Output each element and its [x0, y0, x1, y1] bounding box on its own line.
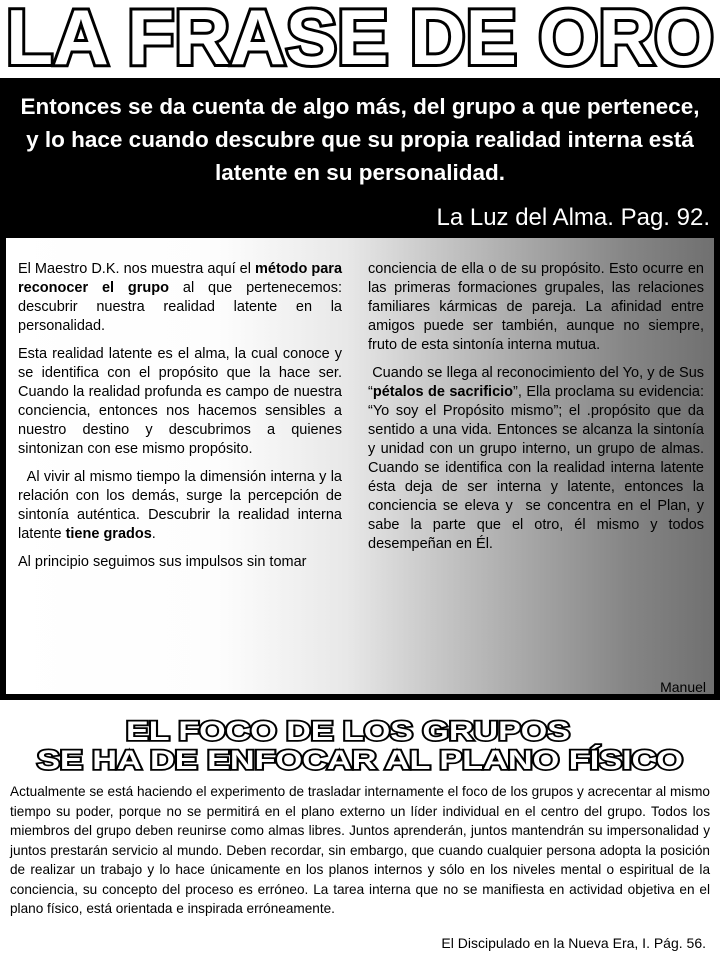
page-title: [0, 2, 720, 72]
commentary-paragraph: [18, 468, 347, 544]
body-paragraph: Actualmente se está haciendo el experimento de trasladar internamente el foco de los grupos y acrecentar al mismo tiempo su poder, porque no se permitirá en el plano externo un líder individual en el centro del grupo. Todos los miembros del grupo deben reunirse como almas libres. Juntos aprenderán, juntos mantendrán su impersonalidad y juntos prestarán servicio al mundo. Deben recordar, sin embargo, que cuando cualquier persona adopta la posición de realizar un trabajo y lo hace únicamente en los planos internos y sólo en los niveles mental o espiritual de la conciencia, su concepto del proceso es erróneo. La tarea interna que no se manifiesta en actividad objetiva en el plano físico, está orientada e inspirada erróneamente.: [10, 784, 710, 916]
quote-source: La Luz del Alma. Pag. 92.: [436, 204, 710, 231]
section-heading: [0, 714, 720, 774]
page-title-text: LA FRASE DE ORO: [6, 2, 714, 72]
commentary-left-column: [18, 260, 347, 581]
footer-citation: El Discipulado en la Nueva Era, I. Pág. 56.: [441, 935, 706, 951]
commentary-text: Al vivir al mismo tiempo la dimensión interna y la relación con los demás, surge la percepción de sintonía auténtica. Descubrir la realidad interna latente: [18, 469, 347, 542]
commentary-paragraph: Al principio seguimos sus impulsos sin tomar: [18, 554, 307, 570]
commentary-text: al que pertenecemos: descubrir nuestra realidad latente en la personalidad.: [18, 280, 342, 334]
commentary-paragraph: conciencia de ella o de su propósito. Esto ocurre en las primeras formaciones grupales, las relaciones familiares kármicas de pareja. La afinidad entre amigos puede ser también, aunque no siempre, fruto de esta sintonía interna mutua.: [368, 261, 704, 353]
commentary-text: ”, Ella proclama su evidencia: “Yo soy el Propósito mismo”; el .propósito que da sentido a una vida. Entonces se alcanza la sintonía y unidad con un grupo interno, un grupo de almas. Cuando se identifica con la realidad interna latente ésta deja de ser interna y latente, entonces la conciencia se eleva y se concentra en el Plan, y sabe la parte que el otro, él mismo y todos desempeñan en Él.: [368, 384, 709, 552]
quote-text: Entonces se da cuenta de algo más, del grupo a que pertenece, y lo hace cuando descubre que su propia realidad interna está latente en su personalidad.: [20, 94, 700, 185]
commentary-paragraph: [368, 364, 709, 554]
section-heading-line2: SE HA DE ENFOCAR AL PLANO FÍSICO: [37, 745, 547, 774]
commentary-emphasis: tiene grados: [65, 526, 152, 542]
section-heading-line1: EL FOCO DE LOS GRUPOS: [126, 716, 570, 746]
commentary-text: El Maestro D.K. nos muestra aquí el: [18, 261, 255, 277]
commentary-emphasis: pétalos de sacrificio: [372, 384, 514, 400]
quote-box: [0, 78, 720, 238]
commentary-right-column: [368, 260, 709, 563]
commentary-paragraph: Esta realidad latente es el alma, la cual conoce y se identifica con el propósito que la hace ser. Cuando la realidad profunda es campo de nuestra conciencia, entonces nos hacemos sensibles a nuestro destino y descubrimos a quienes sintonizan con ese mismo propósito.: [18, 346, 342, 457]
commentary-emphasis: método para reconocer el grupo: [18, 261, 343, 296]
commentary-paragraph: [18, 260, 342, 336]
commentary-panel: [0, 238, 720, 700]
commentary-text: Cuando se llega al reconocimiento del Yo, y de Sus “: [368, 365, 709, 400]
commentary-signature: Manuel: [660, 679, 706, 695]
commentary-text: .: [151, 526, 156, 542]
